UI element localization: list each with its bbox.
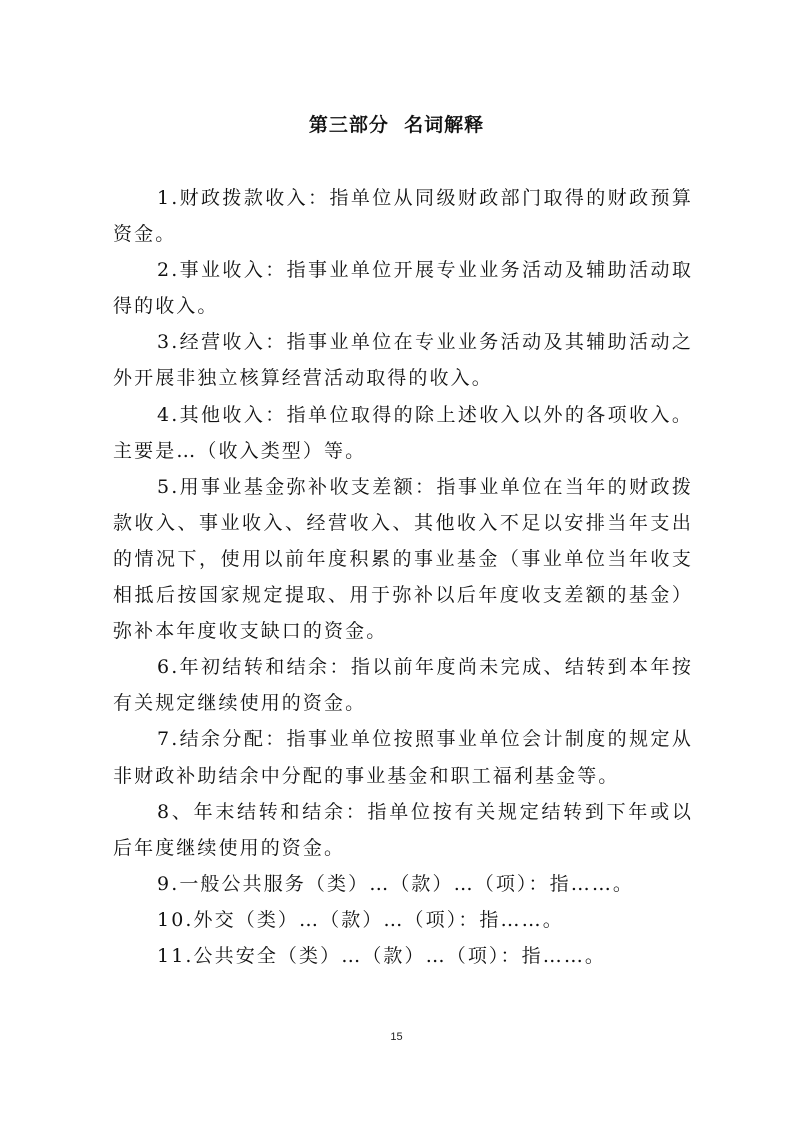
definition-paragraph-2: 2.事业收入：指事业单位开展专业业务活动及辅助活动取得的收入。	[113, 259, 693, 318]
definition-paragraph-10: 10.外交（类）…（款）…（项）：指……。	[157, 908, 564, 931]
definition-paragraph-9: 9.一般公共服务（类）…（款）…（项）：指……。	[157, 872, 635, 895]
definition-paragraph-4: 4.其他收入：指单位取得的除上述收入以外的各项收入。主要是…（收入类型）等。	[113, 403, 693, 462]
definition-paragraph-3: 3.经营收入：指事业单位在专业业务活动及其辅助活动之外开展非独立核算经营活动取得的收入。	[113, 331, 693, 390]
page-title: 第三部分 名词解释	[308, 114, 485, 136]
definition-paragraph-8: 8、年末结转和结余：指单位按有关规定结转到下年或以后年度继续使用的资金。	[113, 800, 693, 859]
definition-paragraph-6: 6.年初结转和结余：指以前年度尚未完成、结转到本年按有关规定继续使用的资金。	[113, 656, 693, 715]
document-body	[113, 180, 693, 974]
definition-paragraph-5: 5.用事业基金弥补收支差额：指事业单位在当年的财政拨款收入、事业收入、经营收入、其他收入不足以安排当年支出的情况下，使用以前年度积累的事业基金（事业单位当年收支相抵后按国家规定提取、用于弥补以后年度收支差额的基金）弥补本年度收支缺口的资金。	[113, 475, 693, 643]
definition-paragraph-11: 11.公共安全（类）…（款）…（项）：指……。	[157, 944, 607, 967]
page-number: 15	[390, 1031, 403, 1043]
definition-paragraph-1: 1.财政拨款收入：指单位从同级财政部门取得的财政预算资金。	[113, 187, 693, 246]
definition-paragraph-7: 7.结余分配：指事业单位按照事业单位会计制度的规定从非财政补助结余中分配的事业基金和职工福利基金等。	[113, 728, 693, 787]
